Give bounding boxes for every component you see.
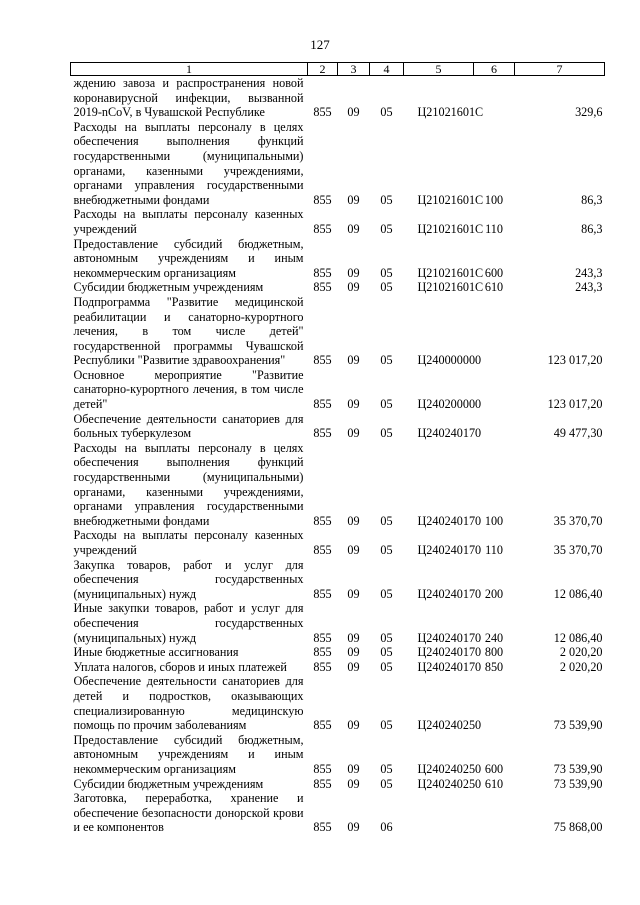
ministry-code: 855 [313, 397, 332, 412]
header-cell: 4 [370, 63, 404, 76]
table-row [71, 76, 605, 120]
target-article-code: Ц240240250 [417, 776, 482, 791]
header-row [71, 63, 605, 76]
ministry-code: 855 [313, 426, 332, 441]
amount: 2 020,20 [559, 645, 603, 660]
subsection-code: 05 [380, 659, 393, 674]
item-name: Подпрограмма "Развитие медицинской реабилитации и санаторно-курортного лечения, в том числе детей" государственной программы Чувашской Республики "Развитие здравоохранения" [73, 294, 304, 368]
subsection-code: 05 [380, 645, 393, 660]
ministry-code: 855 [313, 820, 332, 835]
target-article-code: Ц21021601С [417, 192, 484, 207]
subsection-code: 05 [380, 105, 393, 120]
ministry-code: 855 [313, 586, 332, 601]
ministry-code: 855 [313, 513, 332, 528]
budget-table [70, 62, 605, 835]
expense-type-code: 100 [484, 513, 504, 528]
expense-type-code: 110 [485, 543, 503, 557]
table-row [71, 791, 605, 835]
table-row [71, 207, 605, 236]
item-name: Заготовка, переработка, хранение и обеспечение безопасности донорской крови и ее компонентов [73, 791, 304, 835]
section-code: 09 [347, 761, 360, 776]
ministry-code: 855 [313, 280, 332, 295]
target-article-code: Ц21021601С [417, 105, 484, 120]
table-row [71, 120, 605, 208]
item-name: Обеспечение деятельности санаториев для детей и подростков, оказывающих специализированную медицинскую помощь по прочим заболеваниям [73, 674, 304, 733]
target-article-code: Ц21021601С [417, 265, 484, 280]
ministry-code: 855 [313, 221, 332, 236]
expense-type-code: 600 [484, 761, 504, 776]
amount: 73 539,90 [553, 776, 603, 791]
table-row [71, 660, 605, 675]
item-name: Закупка товаров, работ и услуг для обеспечения государственных (муниципальных) нужд [73, 557, 304, 601]
header-cell: 7 [515, 63, 605, 76]
header-cell: 2 [308, 63, 338, 76]
target-article-code [404, 791, 474, 835]
expense-type-code: 100 [484, 192, 504, 207]
section-code: 09 [347, 265, 360, 280]
target-article-code: Ц240240170 [417, 645, 482, 660]
target-article-code: Ц240240170 [417, 513, 482, 528]
ministry-code: 855 [313, 659, 332, 674]
amount: 243,3 [575, 265, 603, 280]
amount: 75 868,00 [553, 820, 603, 835]
item-name: Субсидии бюджетным учреждениям [73, 280, 264, 295]
amount: 123 017,20 [547, 397, 603, 412]
amount: 12 086,40 [553, 586, 603, 601]
table-row [71, 280, 605, 295]
amount: 86,3 [581, 192, 603, 207]
table-row [71, 674, 605, 732]
amount: 35 370,70 [553, 543, 603, 557]
target-article-code: Ц240240170 [417, 659, 482, 674]
amount: 35 370,70 [553, 513, 603, 528]
ministry-code: 855 [313, 265, 332, 280]
section-code: 09 [347, 397, 360, 412]
section-code: 09 [347, 353, 360, 368]
target-article-code: Ц240240170 [417, 586, 482, 601]
section-code: 09 [347, 586, 360, 601]
item-name: Основное мероприятие "Развитие санаторно-курортного лечения, в том числе детей" [73, 367, 304, 412]
target-article-code: Ц240240250 [417, 718, 482, 733]
section-code: 09 [347, 192, 360, 207]
target-article-code: Ц21021601С [417, 221, 484, 236]
subsection-code: 05 [380, 426, 393, 441]
target-article-code: Ц240240250 [417, 761, 482, 776]
ministry-code: 855 [313, 776, 332, 791]
item-name: Расходы на выплаты персоналу в целях обеспечения выполнения функций государственными (муниципальными) органами, казенными учреждениями, органами управления государственными внебюджетными фондами [73, 119, 304, 207]
subsection-code: 05 [380, 192, 393, 207]
section-code: 09 [347, 543, 360, 557]
section-code: 09 [347, 776, 360, 791]
subsection-code: 05 [380, 543, 393, 557]
amount: 329,6 [575, 105, 603, 120]
item-name: Расходы на выплаты персоналу в целях обеспечения выполнения функций государственными (муниципальными) органами, казенными учреждениями, органами управления государственными внебюджетными фондами [73, 440, 304, 528]
ministry-code: 855 [313, 645, 332, 660]
table-row [71, 558, 605, 602]
subsection-code: 05 [380, 353, 393, 368]
table-row [71, 777, 605, 792]
section-code: 09 [347, 630, 360, 645]
subsection-code: 05 [380, 221, 393, 236]
subsection-code: 05 [380, 718, 393, 733]
item-name: Расходы на выплаты персоналу казенных учреждений [73, 207, 304, 236]
amount: 123 017,20 [547, 353, 603, 368]
expense-type-code [474, 791, 515, 835]
expense-type-code: 600 [484, 265, 504, 280]
expense-type-code: 110 [485, 221, 503, 236]
target-article-code: Ц240240170 [417, 630, 482, 645]
section-code: 09 [347, 105, 360, 120]
subsection-code: 06 [380, 820, 393, 835]
table-row [71, 295, 605, 368]
page-number: 127 [310, 37, 330, 52]
expense-type-code: 610 [484, 776, 504, 791]
ministry-code: 855 [313, 192, 332, 207]
item-name: Предоставление субсидий бюджетным, автономным учреждениям и иным некоммерческим организациям [73, 236, 304, 280]
table-row [71, 368, 605, 412]
expense-type-code: 200 [484, 586, 504, 601]
target-article-code: Ц21021601С [417, 280, 484, 295]
expense-type-code: 850 [484, 659, 504, 674]
amount: 86,3 [581, 221, 603, 236]
subsection-code: 05 [380, 630, 393, 645]
item-name: Обеспечение деятельности санаториев для больных туберкулезом [73, 411, 304, 441]
header-cell: 5 [404, 63, 474, 76]
section-code: 09 [347, 513, 360, 528]
section-code: 09 [347, 718, 360, 733]
target-article-code: Ц240000000 [417, 353, 482, 368]
ministry-code: 855 [313, 718, 332, 733]
subsection-code: 05 [380, 265, 393, 280]
subsection-code: 05 [380, 397, 393, 412]
ministry-code: 855 [313, 543, 332, 557]
amount: 73 539,90 [553, 718, 603, 733]
item-name: Уплата налогов, сборов и иных платежей [73, 659, 287, 674]
ministry-code: 855 [313, 105, 332, 120]
subsection-code: 05 [380, 513, 393, 528]
subsection-code: 05 [380, 776, 393, 791]
item-name: ждению завоза и распространения новой коронавирусной инфекции, вызванной 2019-nCoV, в Чувашской Республике [73, 76, 304, 120]
amount: 243,3 [575, 280, 603, 295]
table-row [71, 601, 605, 645]
section-code: 09 [347, 645, 360, 660]
amount: 73 539,90 [553, 761, 603, 776]
table-row [71, 528, 605, 557]
item-name: Субсидии бюджетным учреждениям [73, 776, 264, 791]
amount: 12 086,40 [553, 630, 603, 645]
header-cell: 6 [474, 63, 515, 76]
section-code: 09 [347, 659, 360, 674]
header-cell: 1 [71, 63, 308, 76]
ministry-code: 855 [313, 630, 332, 645]
amount: 49 477,30 [553, 426, 603, 441]
table-row [71, 645, 605, 660]
section-code: 09 [347, 820, 360, 835]
amount: 2 020,20 [559, 659, 603, 674]
item-name: Предоставление субсидий бюджетным, автономным учреждениям и иным некоммерческим организациям [73, 732, 304, 776]
subsection-code: 05 [380, 280, 393, 295]
item-name: Иные закупки товаров, работ и услуг для обеспечения государственных (муниципальных) нужд [73, 601, 304, 645]
subsection-code: 05 [380, 761, 393, 776]
expense-type-code: 240 [484, 630, 504, 645]
section-code: 09 [347, 221, 360, 236]
ministry-code: 855 [313, 761, 332, 776]
expense-type-code: 610 [484, 280, 504, 295]
table-row [71, 733, 605, 777]
table-row [71, 441, 605, 529]
table-row [71, 237, 605, 281]
header-cell: 3 [338, 63, 370, 76]
ministry-code: 855 [313, 353, 332, 368]
section-code: 09 [347, 280, 360, 295]
item-name: Иные бюджетные ассигнования [73, 645, 239, 660]
section-code: 09 [347, 426, 360, 441]
expense-type-code: 800 [484, 645, 504, 660]
target-article-code: Ц240240170 [417, 543, 482, 557]
table-row [71, 412, 605, 441]
target-article-code: Ц240240170 [417, 426, 482, 441]
subsection-code: 05 [380, 586, 393, 601]
item-name: Расходы на выплаты персоналу казенных учреждений [73, 528, 304, 557]
target-article-code: Ц240200000 [417, 397, 482, 412]
